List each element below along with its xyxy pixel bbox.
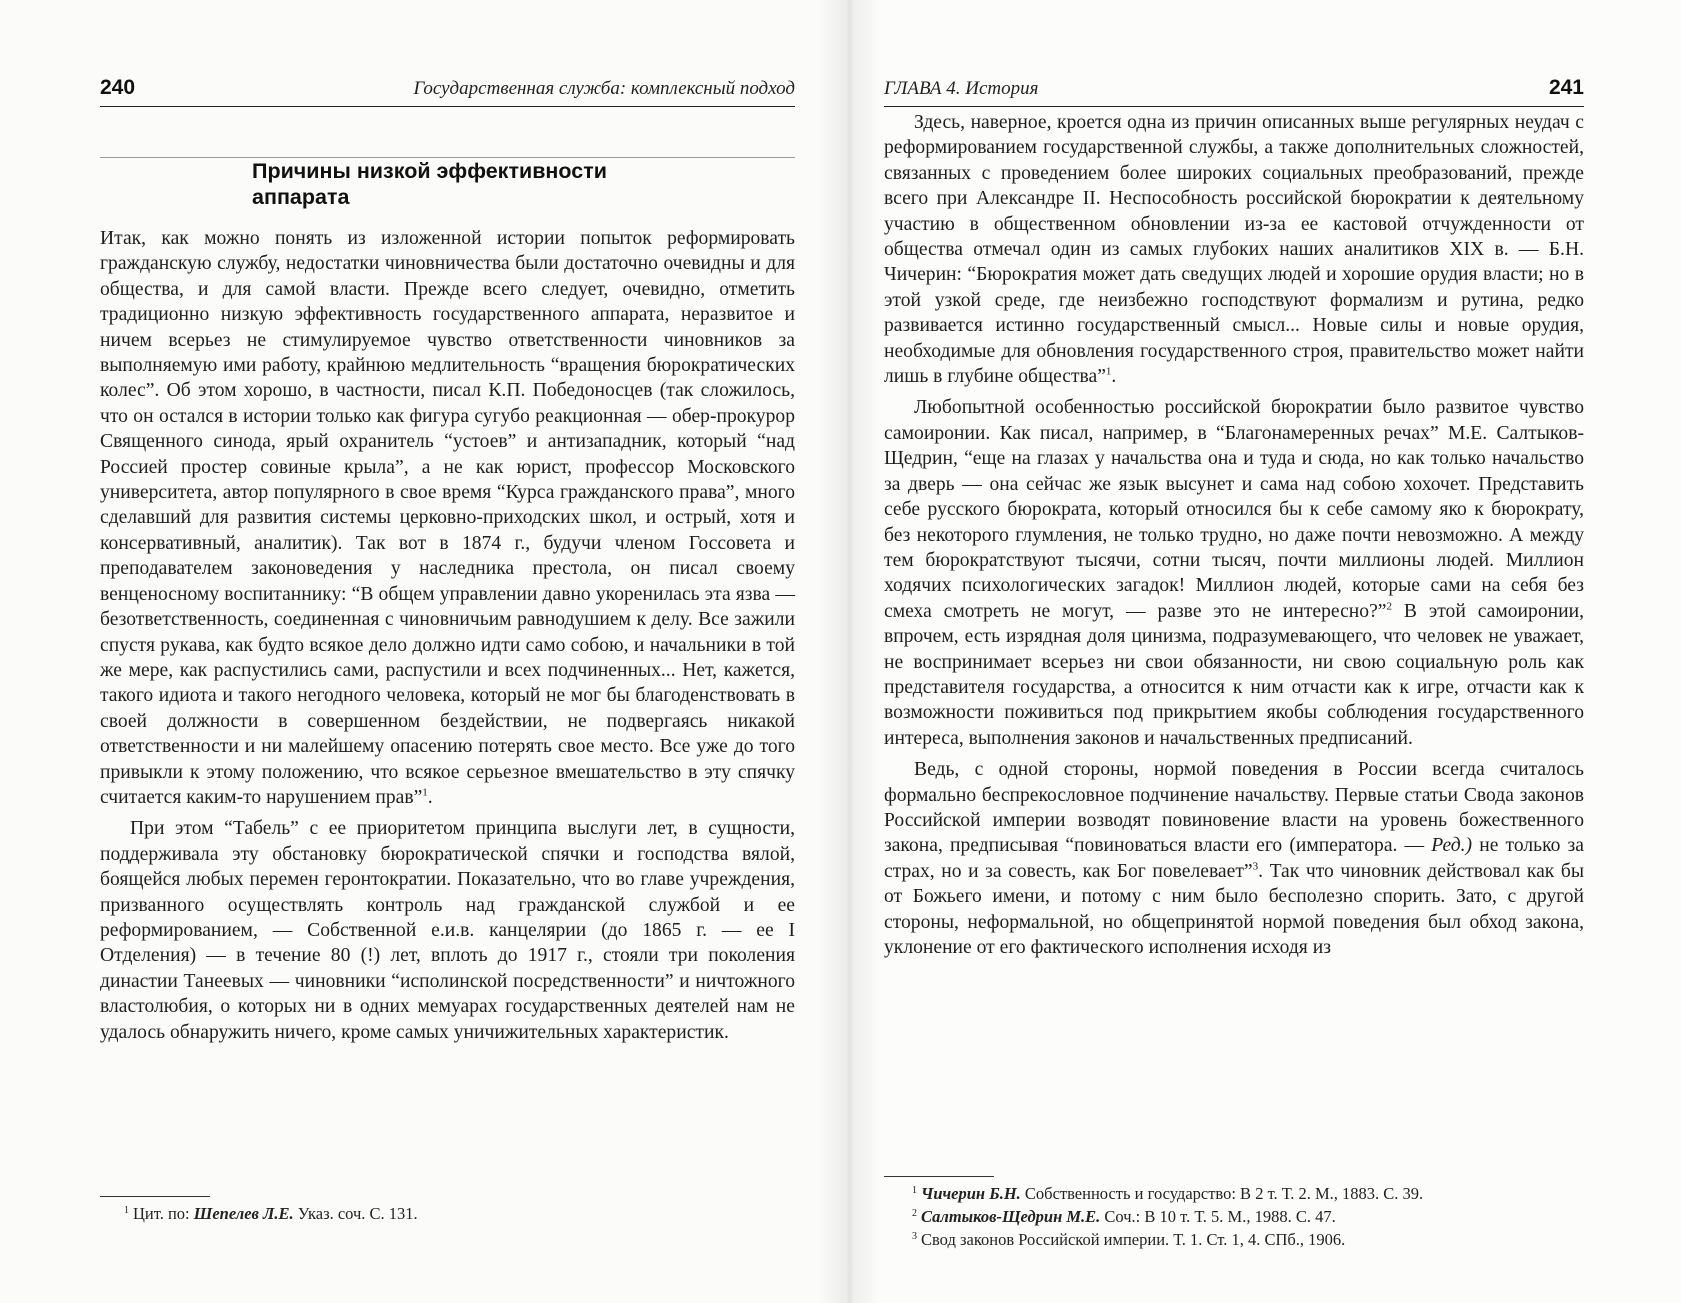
footnotes: [912, 1182, 1572, 1251]
paragraph: Здесь, наверное, кроется одна из причин описанных выше регулярных неудач с реформированием государственной службы, а также дополнительных сложностей, связанных с проведением более широких социальных преобразований, прежде всего при Александре II. Неспособность российской бюрократии к деятельному участию в общественном обновлении из-за ее кастовой отчужденности от общества отмечал один из самых глубоких наших аналитиков XIX в. — Б.Н. Чичерин: “Бюрократия может дать сведущих людей и хорошие орудия власти; но в этой узкой среде, где неизбежно господствуют формализм и рутина, редко развивается истинно государственный смысл... Новые силы и новые орудия, необходимые для обновления государственного строя, правительство может найти лишь в глубине общества”$^1$.: [884, 112, 1584, 388]
footnote-divider: [100, 1196, 210, 1197]
section-title: [252, 158, 672, 210]
running-title: ГЛАВА 4. История: [884, 78, 1039, 99]
running-header-right: [884, 72, 1584, 107]
running-header-left: [100, 72, 795, 107]
body-text: [100, 226, 795, 1051]
footnote: $^2$ Салтыков-Щедрин М.Е. Соч.: В 10 т. Т. 5. М., 1988. С. 47.: [912, 1207, 1336, 1226]
footnote: $^1$ Чичерин Б.Н. Собственность и государство: В 2 т. Т. 2. М., 1883. С. 39.: [912, 1184, 1424, 1203]
paragraph: Итак, как можно понять из изложенной истории попыток реформировать гражданскую службу, недостатки чиновничества были достаточно очевидны и для общества, и для самой власти. Прежде всего следует, очевидно, отметить традиционно низкую эффективность государственного аппарата, неразвитое и ничем всерьез не стимулируемое чувство ответственности чиновников за выполняемую ими работу, крайнюю медлительность “вращения бюрократических колес”. Об этом хорошо, в частности, писал К.П. Победоносцев (так сложилось, что он остался в истории только как фигура сугубо реакционная — обер-прокурор Священного синода, ярый охранитель “устоев” и антизападник, который “над Россией простер совиные крыла”, а не как юрист, профессор Московского университета, автор популярного в свое время “Курса гражданского права”, много сделавший для развития системы церковно-приходских школ, и острый, хотя и консервативный, аналитик). Так вот в 1874 г., будучи членом Госсовета и преподавателем законоведения у наследника престола, он писал своему венценосному воспитаннику: “В общем управлении давно укоренилась эта язва — безответственность, соединенная с чиновничьим равнодушием к делу. Все зажили спустя рукава, как будто всякое дело должно идти само собою, и начальники в той же мере, как распустились сами, распустили и всех подчиненных... Нет, кажется, такого идиота и такого негодного человека, который не мог бы благоденствовать в своей должности в совершенном бездействии, не подвергаясь никакой ответственности и ни малейшему опасению потерять свое место. Все уже до того привыкли к этому положению, что всякое серьезное вмешательство в эту спячку считается каким-то нарушением прав”$^1$.: [100, 228, 795, 808]
footnote-ref: 3: [1252, 860, 1259, 873]
body-text: [884, 110, 1584, 966]
footnote-ref: 1: [422, 786, 428, 799]
footnote: $^3$ Свод законов Российской империи. Т. 1. Ст. 1, 4. СПб., 1906.: [912, 1230, 1346, 1249]
footnote-ref: 2: [1386, 600, 1392, 613]
paragraph: Ведь, с одной стороны, нормой поведения в России всегда считалось формально беспрекословное подчинение начальству. Первые статьи Свода законов Российской империи возводят повиновение власти на уровень божественного закона, предписывая “повиноваться власти его (императора. — Ред.) не только за страх, но и за совесть, как Бог повелевает”$^3$. Так что чиновник действовал как бы от Божьего имени, и потому с ним было бесполезно спорить. Зато, с другой стороны, неформальной, но общепринятой нормой поведения был обход закона, уклонение от его фактического исполнения исходя из: [884, 759, 1584, 958]
paragraph: При этом “Табель” с ее приоритетом принципа выслуги лет, в сущности, поддерживала эту обстановку бюрократической спячки и господства вялой, боящейся любых перемен геронтократии. Показательно, что во главе учреждения, призванного осуществлять контроль над гражданской службой и ее реформированием, — Собственной е.и.в. канцелярии (до 1865 г. — ее I Отделения) — в течение 80 (!) лет, вплоть до 1917 г., стояли три поколения династии Танеевых — чиновники “исполинской посредственности” и ничтожного властолюбия, о которых ни в одних мемуарах государственных деятелей нам не удалось обнаружить ничего, кроме самых уничижительных характеристик.: [100, 818, 795, 1043]
footnote-divider: [884, 1176, 994, 1177]
running-title: Государственная служба: комплексный подход: [413, 78, 795, 99]
footnote-ref: 1: [1105, 365, 1112, 378]
right-page: [850, 0, 1681, 1303]
footnote: $^1$ Цит. по: Шепелев Л.Е. Указ. соч. С. 131.: [124, 1204, 418, 1223]
footnotes: [124, 1202, 784, 1225]
page-number: 240: [100, 76, 136, 99]
paragraph: Любопытной особенностью российской бюрократии было развитое чувство самоиронии. Как писал, например, в “Благонамеренных речах” М.Е. Салтыков-Щедрин, “еще на глазах у начальства она и туда и сюда, но как только начальство за дверь — она сейчас же язык высунет и сама над собою хохочет. Представить себе русского бюрократа, который относился бы к себе самому яко к бюрократу, без некоторого глумления, не только трудно, но даже почти невозможно. А между тем бюрократствуют тысячи, сотни тысяч, почти миллионы людей. Миллион ходячих психологических загадок! Миллион людей, которые сами на себя без смеха смотреть не могут, — разве это не интересно?”$^2$ В этой самоиронии, впрочем, есть изрядная доля цинизма, подразумевающего, что человек не уважает, не воспринимает всерьез ни свои обязанности, ни свою социальную роль как представителя государства, а относится к ним отчасти как к игре, отчасти как к возможности поживиться под прикрытием якобы соблюдения государственного интереса, выполнения законов и начальственных предписаний.: [884, 397, 1584, 749]
page-number: 241: [1548, 76, 1584, 99]
section-title-line: Причины низкой эффективности: [252, 159, 607, 183]
section-title-line: аппарата: [252, 185, 350, 209]
